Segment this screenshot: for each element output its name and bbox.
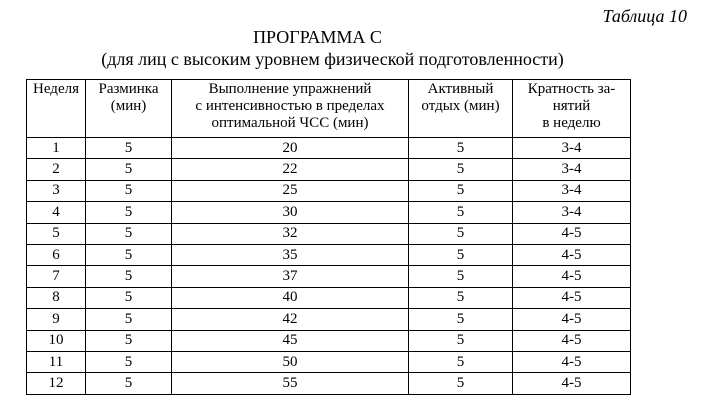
header-rest-line: Активный xyxy=(427,81,494,97)
table-row xyxy=(27,180,631,201)
cell-frequency: 4-5 xyxy=(513,223,631,244)
cell-rest: 5 xyxy=(409,202,513,223)
table-row xyxy=(27,244,631,265)
cell-frequency: 4-5 xyxy=(513,244,631,265)
cell-week: 10 xyxy=(27,330,86,351)
table-row xyxy=(27,287,631,308)
cell-warmup: 5 xyxy=(86,223,172,244)
cell-warmup: 5 xyxy=(86,244,172,265)
table-header-row xyxy=(27,80,631,138)
table-row xyxy=(27,266,631,287)
cell-week: 12 xyxy=(27,373,86,394)
cell-exercise: 25 xyxy=(172,180,409,201)
cell-exercise: 55 xyxy=(172,373,409,394)
cell-frequency: 3-4 xyxy=(513,180,631,201)
header-week-line: Неделя xyxy=(33,81,79,97)
header-warmup xyxy=(86,80,172,138)
cell-exercise: 32 xyxy=(172,223,409,244)
cell-exercise: 30 xyxy=(172,202,409,223)
cell-week: 11 xyxy=(27,351,86,372)
cell-frequency: 4-5 xyxy=(513,309,631,330)
table-row xyxy=(27,351,631,372)
cell-warmup: 5 xyxy=(86,287,172,308)
header-rest xyxy=(409,80,513,138)
cell-exercise: 45 xyxy=(172,330,409,351)
header-exercise-line: оптимальной ЧСС (мин) xyxy=(211,115,369,131)
cell-warmup: 5 xyxy=(86,330,172,351)
cell-frequency: 4-5 xyxy=(513,266,631,287)
cell-week: 8 xyxy=(27,287,86,308)
cell-week: 9 xyxy=(27,309,86,330)
cell-warmup: 5 xyxy=(86,309,172,330)
cell-rest: 5 xyxy=(409,138,513,159)
cell-exercise: 50 xyxy=(172,351,409,372)
cell-warmup: 5 xyxy=(86,266,172,287)
cell-week: 7 xyxy=(27,266,86,287)
header-frequency xyxy=(513,80,631,138)
cell-frequency: 4-5 xyxy=(513,330,631,351)
cell-rest: 5 xyxy=(409,351,513,372)
cell-exercise: 40 xyxy=(172,287,409,308)
cell-rest: 5 xyxy=(409,287,513,308)
cell-exercise: 22 xyxy=(172,159,409,180)
table-row xyxy=(27,159,631,180)
cell-warmup: 5 xyxy=(86,180,172,201)
header-warmup-line: Разминка xyxy=(98,81,159,97)
table-row xyxy=(27,223,631,244)
header-warmup-line: (мин) xyxy=(110,98,147,114)
cell-warmup: 5 xyxy=(86,202,172,223)
program-subtitle: (для лиц с высоким уровнем физической подготовленности) xyxy=(101,49,564,69)
cell-rest: 5 xyxy=(409,373,513,394)
cell-frequency: 3-4 xyxy=(513,202,631,223)
header-frequency-line: Кратность за- xyxy=(527,81,616,97)
header-rest-line: отдых (мин) xyxy=(421,98,500,114)
cell-exercise: 42 xyxy=(172,309,409,330)
table-row xyxy=(27,202,631,223)
cell-frequency: 4-5 xyxy=(513,351,631,372)
cell-exercise: 37 xyxy=(172,266,409,287)
training-program-table xyxy=(26,79,631,395)
cell-week: 1 xyxy=(27,138,86,159)
header-exercise-line: с интенсивностью в пределах xyxy=(195,98,385,114)
table-row xyxy=(27,138,631,159)
cell-rest: 5 xyxy=(409,180,513,201)
cell-exercise: 20 xyxy=(172,138,409,159)
table-number-label: Таблица 10 xyxy=(602,6,687,26)
table-row xyxy=(27,309,631,330)
cell-warmup: 5 xyxy=(86,138,172,159)
cell-week: 5 xyxy=(27,223,86,244)
cell-frequency: 3-4 xyxy=(513,138,631,159)
cell-frequency: 4-5 xyxy=(513,373,631,394)
cell-exercise: 35 xyxy=(172,244,409,265)
cell-warmup: 5 xyxy=(86,159,172,180)
cell-warmup: 5 xyxy=(86,373,172,394)
program-title: ПРОГРАММА С xyxy=(253,27,382,47)
cell-rest: 5 xyxy=(409,244,513,265)
cell-frequency: 3-4 xyxy=(513,159,631,180)
cell-rest: 5 xyxy=(409,266,513,287)
header-exercise xyxy=(172,80,409,138)
table-row xyxy=(27,330,631,351)
cell-rest: 5 xyxy=(409,159,513,180)
header-frequency-line: в неделю xyxy=(542,115,601,131)
cell-week: 2 xyxy=(27,159,86,180)
header-frequency-line: нятий xyxy=(552,98,591,114)
cell-rest: 5 xyxy=(409,223,513,244)
header-week xyxy=(27,80,86,138)
cell-week: 3 xyxy=(27,180,86,201)
table-row xyxy=(27,373,631,394)
cell-warmup: 5 xyxy=(86,351,172,372)
cell-rest: 5 xyxy=(409,330,513,351)
cell-week: 4 xyxy=(27,202,86,223)
header-exercise-line: Выполнение упражнений xyxy=(208,81,372,97)
cell-week: 6 xyxy=(27,244,86,265)
cell-frequency: 4-5 xyxy=(513,287,631,308)
cell-rest: 5 xyxy=(409,309,513,330)
